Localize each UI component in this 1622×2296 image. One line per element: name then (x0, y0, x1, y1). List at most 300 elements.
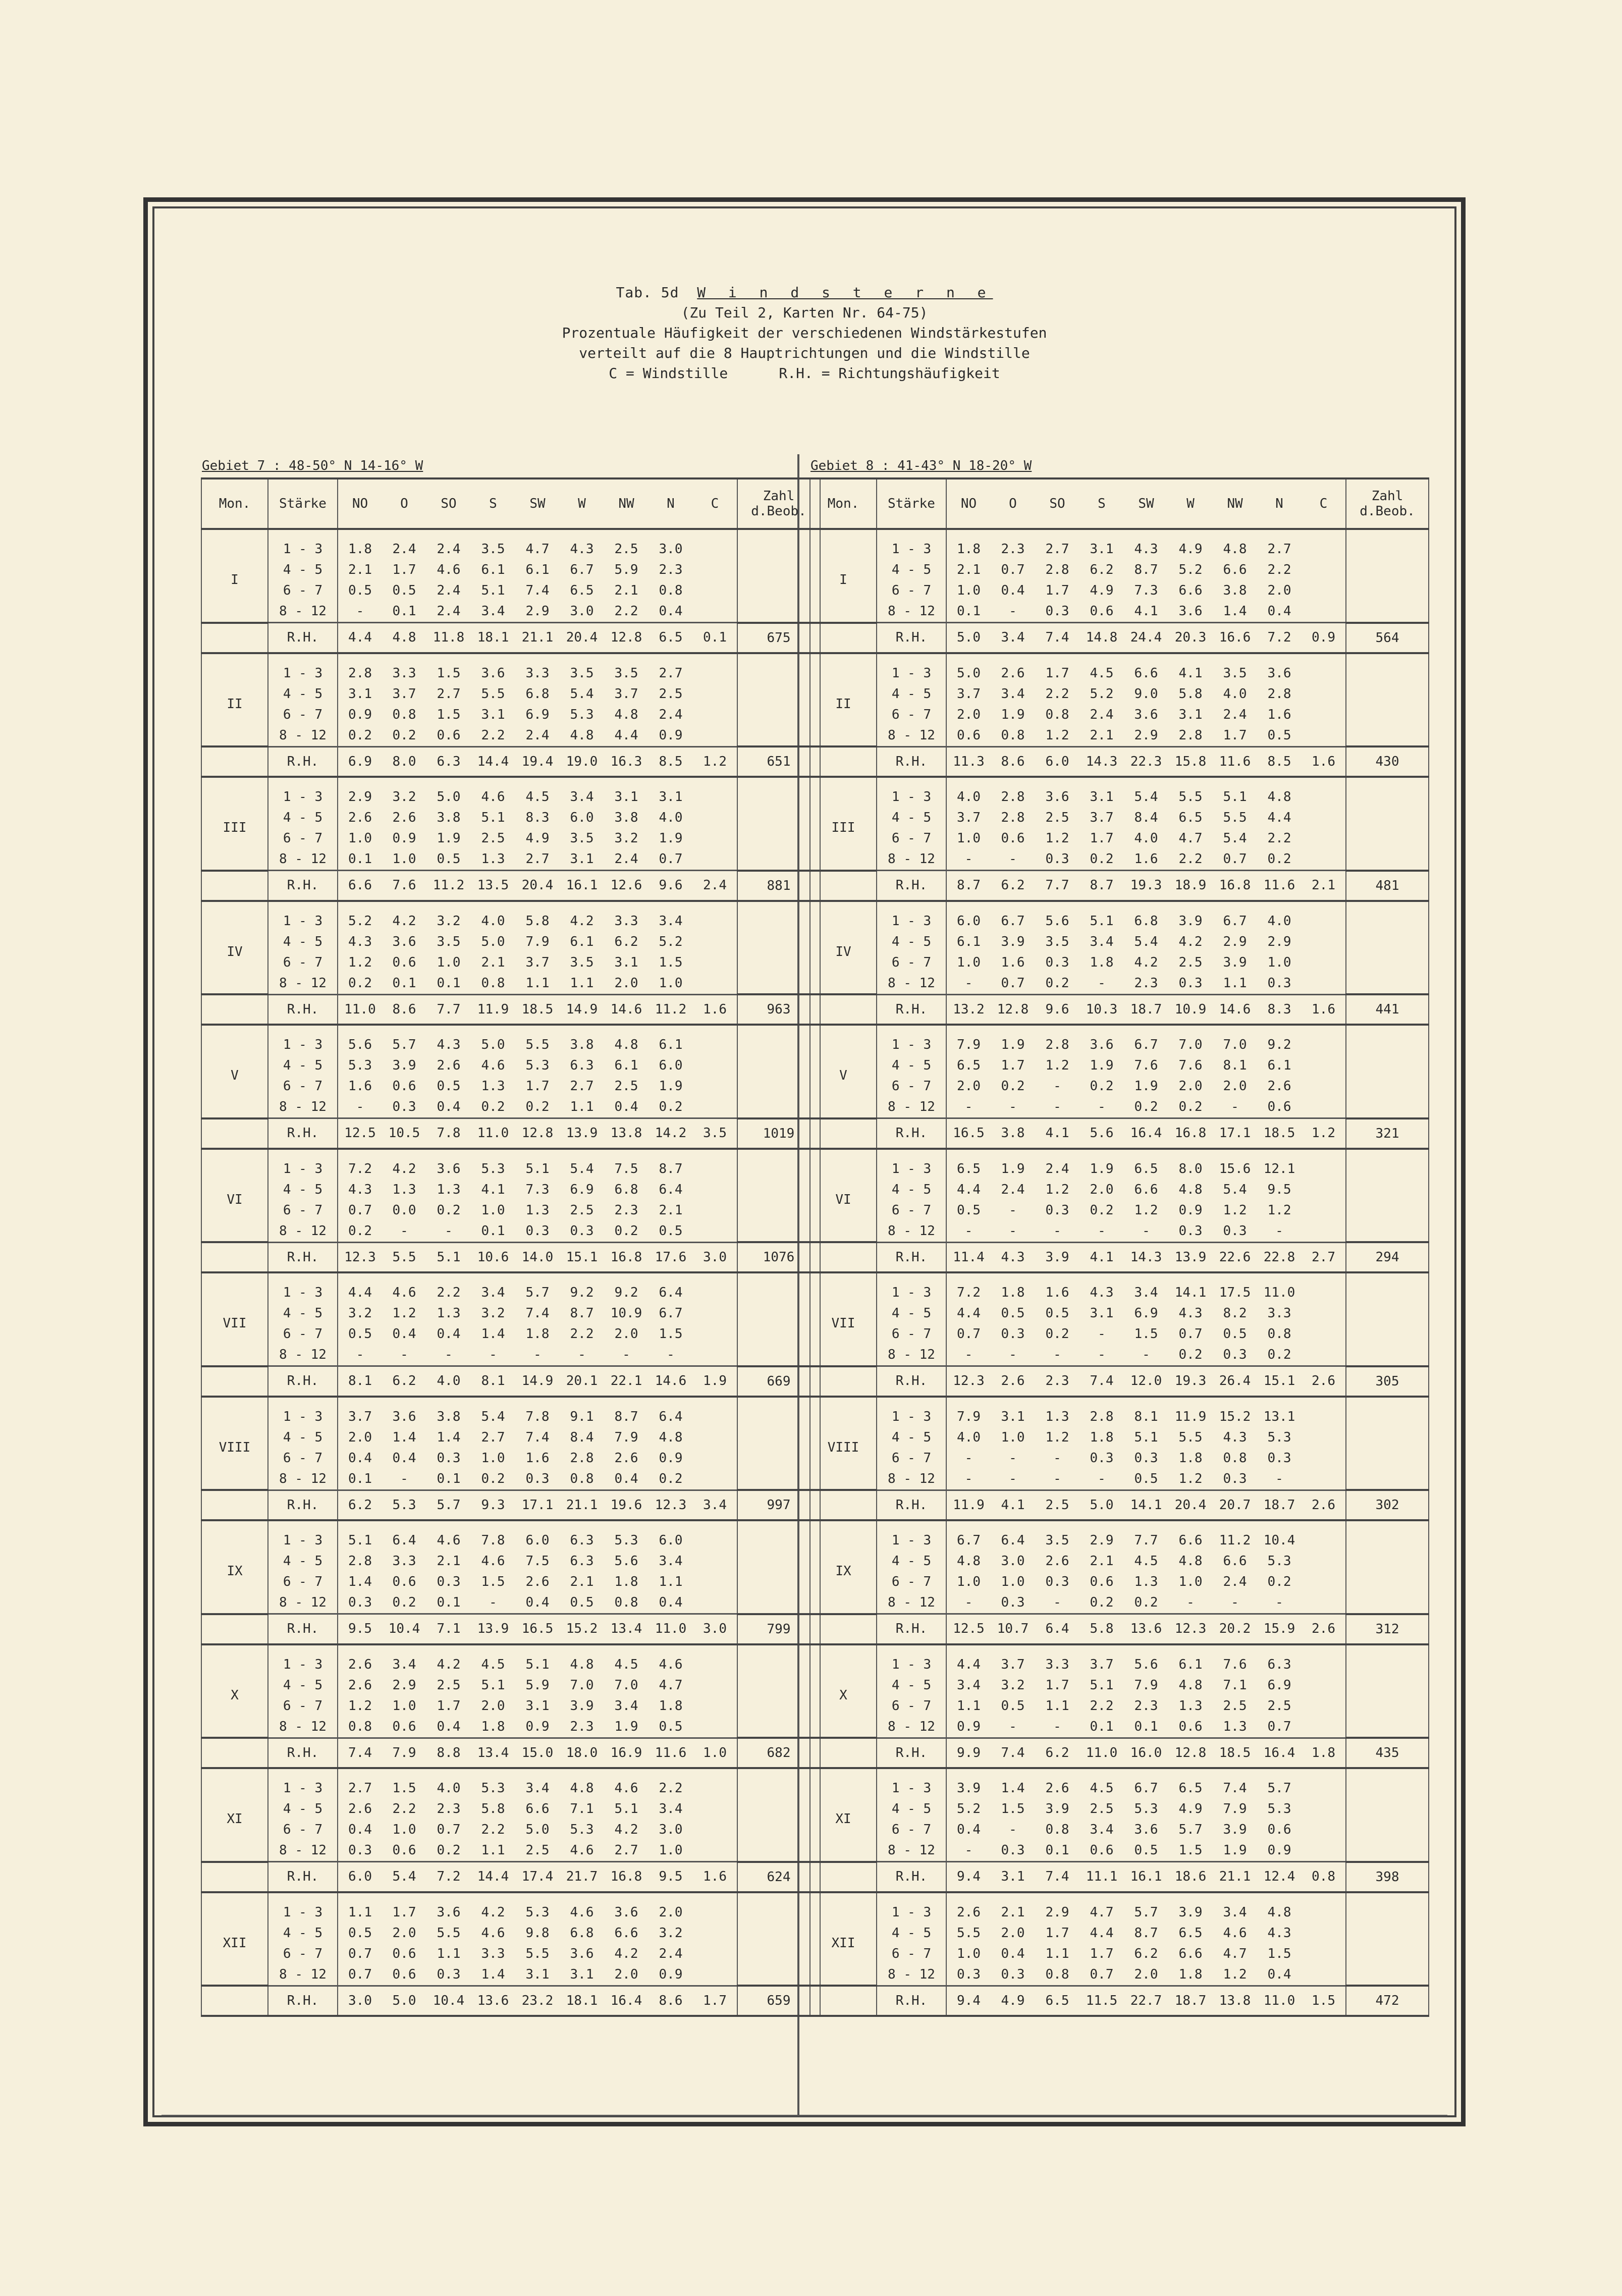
value-cell: 0.8 (1045, 1966, 1069, 1982)
value-cell: 0.4 (614, 1099, 638, 1114)
col-header-dir: NW (1213, 478, 1257, 529)
value-cell: 2.1 (338, 560, 382, 580)
value-cell: 0.6 (392, 1966, 416, 1982)
table-row (810, 705, 1429, 725)
value-cell: 0.2 (1090, 1079, 1114, 1094)
value-cell: 5.7 (1134, 1904, 1158, 1920)
value-cell: 0.4 (1267, 1966, 1291, 1982)
rh-value: 2.1 (1302, 871, 1346, 901)
table-row (201, 725, 820, 747)
staerke-cell: 4 - 5 (268, 1799, 338, 1820)
value-cell: 0.4 (437, 1099, 461, 1114)
zahl-spacer (1346, 901, 1429, 995)
rh-value: 6.0 (1035, 746, 1079, 777)
col-header-zahl (1346, 478, 1429, 529)
value-cell (693, 1799, 737, 1820)
value-cell: 4.9 (525, 831, 550, 846)
value-cell (1302, 1397, 1346, 1427)
staerke-cell: 4 - 5 (268, 1675, 338, 1696)
value-cell: 1.3 (525, 1202, 550, 1218)
value-cell: 2.9 (1267, 934, 1291, 949)
value-cell: 11.9 (1174, 1409, 1207, 1424)
staerke-cell: 4 - 5 (877, 932, 946, 952)
rh-value: 7.4 (338, 1738, 382, 1768)
value-cell: 0.5 (392, 583, 416, 598)
zahl-value: 481 (1346, 871, 1429, 901)
value-cell: 6.0 (525, 1533, 550, 1548)
value-cell: 3.3 (392, 1554, 416, 1569)
rh-row (201, 871, 820, 901)
value-cell: - (445, 1347, 453, 1362)
staerke-cell: 8 - 12 (877, 601, 946, 623)
staerke-cell: 1 - 3 (268, 901, 338, 932)
rh-value: 4.4 (338, 623, 382, 653)
table-row (201, 1964, 820, 1986)
zahl-value: 302 (1346, 1490, 1429, 1520)
value-cell (693, 1076, 737, 1097)
value-cell: 3.6 (481, 665, 505, 681)
value-cell: 3.9 (1223, 954, 1247, 970)
value-cell: 3.4 (481, 1285, 505, 1300)
zahl-value: 294 (1346, 1242, 1429, 1272)
rh-value: 11.6 (1257, 871, 1302, 901)
value-cell: 0.3 (338, 1592, 382, 1614)
staerke-cell: 8 - 12 (877, 849, 946, 871)
value-cell: 1.3 (392, 1182, 416, 1197)
value-cell: 5.2 (1178, 562, 1203, 577)
value-cell: 1.5 (437, 707, 461, 722)
table-row (810, 1324, 1429, 1345)
value-cell: 3.0 (1001, 1554, 1025, 1569)
value-cell: 2.7 (1045, 542, 1069, 557)
rh-value: 2.7 (1302, 1242, 1346, 1272)
value-cell: 2.0 (614, 1966, 638, 1982)
value-cell: 5.0 (481, 934, 505, 949)
staerke-cell: 6 - 7 (268, 1820, 338, 1840)
value-cell: 6.6 (614, 1925, 638, 1941)
value-cell: 2.2 (437, 1285, 461, 1300)
value-cell (1302, 1799, 1346, 1820)
value-cell: 4.6 (570, 1843, 594, 1858)
value-cell: 4.2 (392, 1161, 416, 1177)
value-cell (1302, 1551, 1346, 1572)
rh-value: 14.4 (471, 1862, 515, 1892)
value-cell: 5.5 (1178, 789, 1203, 805)
value-cell: 5.3 (570, 1822, 594, 1837)
staerke-cell: 1 - 3 (877, 529, 946, 560)
staerke-cell: 6 - 7 (877, 828, 946, 849)
rh-value: 6.2 (338, 1490, 382, 1520)
staerke-cell: 1 - 3 (268, 777, 338, 808)
value-cell: 1.0 (481, 1202, 505, 1218)
staerke-cell: 1 - 3 (877, 1644, 946, 1675)
rh-spacer (810, 1118, 877, 1149)
rh-value: 26.4 (1213, 1366, 1257, 1397)
staerke-cell: 8 - 12 (268, 849, 338, 871)
value-cell: 0.9 (1267, 1843, 1291, 1858)
value-cell: 3.8 (437, 1409, 461, 1424)
value-cell: 1.5 (659, 954, 683, 970)
rh-label: R.H. (268, 1614, 338, 1644)
value-cell: 2.6 (614, 1450, 638, 1466)
table-row (810, 849, 1429, 871)
value-cell: 4.3 (1223, 1429, 1247, 1445)
zahl-value: 398 (1346, 1862, 1429, 1892)
table-row (201, 1892, 820, 1923)
rh-value: 15.9 (1257, 1614, 1302, 1644)
rh-label: R.H. (877, 623, 946, 653)
value-cell: 13.1 (1263, 1409, 1295, 1424)
rh-value: 6.2 (382, 1366, 426, 1397)
value-cell: 5.3 (614, 1533, 638, 1548)
value-cell: - (1053, 1719, 1061, 1734)
value-cell: 1.7 (1045, 1925, 1069, 1941)
value-cell: 0.2 (1178, 1099, 1203, 1114)
table-heading (152, 283, 1456, 384)
value-cell: 5.3 (1267, 1429, 1291, 1445)
value-cell: 8.7 (614, 1409, 638, 1424)
value-cell: 4.5 (1134, 1554, 1158, 1569)
value-cell: 2.6 (338, 1675, 382, 1696)
value-cell (1302, 1221, 1346, 1243)
value-cell: - (1053, 1347, 1061, 1362)
value-cell (693, 1520, 737, 1551)
value-cell: 2.1 (1090, 1554, 1114, 1569)
value-cell: 2.1 (1090, 727, 1114, 743)
rh-value: 14.2 (648, 1118, 693, 1149)
value-cell: 0.2 (481, 1471, 505, 1486)
value-cell: - (946, 849, 991, 871)
value-cell: 0.5 (338, 1324, 382, 1345)
table-row (201, 1221, 820, 1243)
rh-row (201, 1738, 820, 1768)
value-cell: 9.5 (1267, 1182, 1291, 1197)
rh-label: R.H. (268, 994, 338, 1025)
value-cell: 3.3 (614, 913, 638, 929)
rh-value: 22.3 (1124, 746, 1168, 777)
value-cell: 0.8 (338, 1717, 382, 1738)
rh-value: 11.2 (648, 994, 693, 1025)
staerke-cell: 8 - 12 (877, 973, 946, 995)
value-cell: 9.0 (1134, 686, 1158, 702)
value-cell: 4.6 (437, 562, 461, 577)
table-row (201, 849, 820, 871)
value-cell: - (445, 1223, 453, 1239)
value-cell: 2.4 (437, 604, 461, 619)
value-cell: 0.2 (392, 1595, 416, 1610)
value-cell (693, 1944, 737, 1964)
rh-value: 8.1 (471, 1366, 515, 1397)
col-header-dir: C (1302, 478, 1346, 529)
rh-spacer (810, 994, 877, 1025)
value-cell: 1.8 (525, 1326, 550, 1342)
rh-spacer (201, 1738, 268, 1768)
value-cell: 0.3 (1045, 1202, 1069, 1218)
rh-value: 10.5 (382, 1118, 426, 1149)
staerke-cell: 6 - 7 (877, 1448, 946, 1469)
value-cell: 8.7 (570, 1306, 594, 1321)
value-cell: 6.8 (1134, 913, 1158, 929)
staerke-cell: 8 - 12 (877, 725, 946, 747)
rh-value: 1.0 (693, 1738, 737, 1768)
value-cell: 1.8 (1090, 954, 1114, 970)
staerke-cell: 6 - 7 (877, 580, 946, 601)
value-cell: 2.9 (392, 1677, 416, 1693)
rh-value: 20.7 (1213, 1490, 1257, 1520)
value-cell: - (1009, 1450, 1017, 1466)
value-cell: 3.0 (659, 1822, 683, 1837)
rh-value: 4.9 (991, 1986, 1035, 2016)
rh-value: 14.9 (560, 994, 604, 1025)
value-cell: 5.2 (1090, 686, 1114, 702)
value-cell: 8.1 (1134, 1409, 1158, 1424)
month-cell: X (810, 1644, 877, 1738)
value-cell: 0.6 (1090, 1843, 1114, 1858)
value-cell: 0.2 (338, 725, 382, 747)
value-cell: 3.4 (659, 1801, 683, 1817)
value-cell: - (1098, 975, 1106, 991)
rh-value: 14.6 (604, 994, 648, 1025)
value-cell: 3.4 (525, 1781, 550, 1796)
value-cell: 2.0 (481, 1698, 505, 1714)
value-cell: 10.9 (610, 1306, 642, 1321)
value-cell: 3.8 (1223, 583, 1247, 598)
col-header-dir: N (648, 478, 693, 529)
value-cell (1302, 901, 1346, 932)
rh-value: 16.9 (604, 1738, 648, 1768)
value-cell (693, 1923, 737, 1944)
table-row (810, 1303, 1429, 1324)
value-cell: 4.5 (1090, 1781, 1114, 1796)
rh-value: 12.6 (604, 871, 648, 901)
rh-label: R.H. (877, 871, 946, 901)
value-cell: 6.8 (570, 1925, 594, 1941)
rh-value: 4.8 (382, 623, 426, 653)
value-cell: 2.7 (614, 1843, 638, 1858)
value-cell: 0.6 (392, 1946, 416, 1961)
rh-spacer (201, 623, 268, 653)
value-cell (693, 1892, 737, 1923)
col-header-dir: SO (426, 478, 471, 529)
staerke-cell: 8 - 12 (268, 1717, 338, 1738)
heading-line-1: Prozentuale Häufigkeit der verschiedenen Windstärkestufen (562, 325, 1047, 341)
rh-value: 1.2 (1302, 1118, 1346, 1149)
value-cell: 4.8 (614, 1037, 638, 1052)
value-cell: 4.8 (946, 1551, 991, 1572)
staerke-cell: 6 - 7 (877, 1820, 946, 1840)
value-cell: 2.9 (1045, 1904, 1069, 1920)
value-cell: 6.7 (946, 1520, 991, 1551)
rh-value: 8.5 (1257, 746, 1302, 777)
value-cell: 2.6 (392, 810, 416, 825)
table-row (810, 1272, 1429, 1303)
value-cell (1302, 1427, 1346, 1448)
value-cell: 5.0 (525, 1822, 550, 1837)
value-cell: 1.7 (525, 1079, 550, 1094)
value-cell: 0.1 (338, 849, 382, 871)
value-cell: 0.2 (1001, 1079, 1025, 1094)
zahl-value: 321 (1346, 1118, 1429, 1149)
value-cell: 4.6 (437, 1533, 461, 1548)
table-row (201, 1675, 820, 1696)
value-cell: 5.1 (1090, 913, 1114, 929)
value-cell: 0.8 (1045, 1822, 1069, 1837)
rh-label: R.H. (268, 1862, 338, 1892)
value-cell: 6.0 (946, 901, 991, 932)
value-cell: 4.8 (614, 707, 638, 722)
rh-value: 13.2 (946, 994, 991, 1025)
value-cell: 9.8 (525, 1925, 550, 1941)
table-row (810, 1572, 1429, 1592)
table-row (201, 1820, 820, 1840)
value-cell: 6.7 (1134, 1781, 1158, 1796)
value-cell (1302, 1303, 1346, 1324)
value-cell: 0.8 (1001, 727, 1025, 743)
rh-value: 6.4 (1035, 1614, 1079, 1644)
value-cell: 0.7 (1001, 975, 1025, 991)
rh-row (810, 1862, 1429, 1892)
zahl-spacer (737, 1892, 820, 1986)
staerke-cell: 8 - 12 (877, 1345, 946, 1366)
rh-spacer (201, 1614, 268, 1644)
value-cell: 4.3 (437, 1037, 461, 1052)
value-cell (1302, 1820, 1346, 1840)
value-cell: 2.6 (338, 1644, 382, 1675)
value-cell: 8.0 (1178, 1161, 1203, 1177)
value-cell: 3.6 (392, 934, 416, 949)
rh-row (201, 1366, 820, 1397)
table-row (810, 1964, 1429, 1986)
value-cell: 1.3 (437, 1306, 461, 1321)
value-cell (1302, 1345, 1346, 1366)
value-cell: 0.4 (659, 604, 683, 619)
rh-value: 12.0 (1124, 1366, 1168, 1397)
value-cell (1302, 1448, 1346, 1469)
rh-value: 18.5 (1213, 1738, 1257, 1768)
value-cell: 0.3 (1134, 1450, 1158, 1466)
value-cell: 1.5 (1134, 1326, 1158, 1342)
value-cell: 7.0 (1223, 1037, 1247, 1052)
table-row (201, 1272, 820, 1303)
value-cell: 7.9 (1134, 1677, 1158, 1693)
value-cell (693, 1448, 737, 1469)
table-row (201, 1025, 820, 1055)
value-cell (693, 1644, 737, 1675)
rh-value: 2.5 (1035, 1490, 1079, 1520)
value-cell: 0.8 (659, 583, 683, 598)
rh-value: 12.3 (946, 1366, 991, 1397)
value-cell: 3.6 (1178, 604, 1203, 619)
zahl-spacer (1346, 653, 1429, 747)
value-cell: 0.6 (392, 1843, 416, 1858)
region-block-7 (201, 454, 821, 2017)
rh-value: 10.4 (426, 1986, 471, 2016)
value-cell: 3.7 (946, 808, 991, 828)
rh-label: R.H. (268, 1366, 338, 1397)
value-cell (693, 684, 737, 705)
table-row (201, 828, 820, 849)
value-cell: - (622, 1347, 630, 1362)
value-cell: 0.6 (437, 727, 461, 743)
value-cell: 4.8 (1223, 542, 1247, 557)
value-cell: 3.1 (1090, 542, 1114, 557)
value-cell: 7.5 (525, 1554, 550, 1569)
value-cell: 5.1 (338, 1520, 382, 1551)
value-cell: 1.1 (338, 1892, 382, 1923)
staerke-cell: 8 - 12 (268, 1964, 338, 1986)
rh-value: 21.7 (560, 1862, 604, 1892)
value-cell: 3.4 (481, 604, 505, 619)
staerke-cell: 4 - 5 (268, 560, 338, 580)
value-cell: 0.5 (1267, 727, 1291, 743)
staerke-cell: 1 - 3 (877, 653, 946, 684)
rh-row (810, 1986, 1429, 2016)
rh-value: 20.4 (560, 623, 604, 653)
rh-value: 11.5 (1079, 1986, 1124, 2016)
rh-value: 1.6 (693, 1862, 737, 1892)
value-cell: 2.5 (659, 686, 683, 702)
value-cell (693, 1025, 737, 1055)
value-cell: 3.7 (525, 954, 550, 970)
staerke-cell: 8 - 12 (268, 1840, 338, 1862)
value-cell (693, 1840, 737, 1862)
value-cell: 0.3 (1001, 1326, 1025, 1342)
staerke-cell: 4 - 5 (268, 932, 338, 952)
table-row (201, 580, 820, 601)
table-row (810, 560, 1429, 580)
zahl-value: 305 (1346, 1366, 1429, 1397)
value-cell: 5.5 (1223, 810, 1247, 825)
value-cell: 1.0 (946, 1944, 991, 1964)
staerke-cell: 1 - 3 (268, 529, 338, 560)
value-cell: 2.2 (614, 604, 638, 619)
value-cell: 1.7 (1090, 1946, 1114, 1961)
value-cell: 2.0 (1134, 1966, 1158, 1982)
value-cell: 4.3 (1267, 1925, 1291, 1941)
staerke-cell: 1 - 3 (877, 1272, 946, 1303)
rh-value: 3.0 (693, 1614, 737, 1644)
staerke-cell: 4 - 5 (268, 1551, 338, 1572)
value-cell: 3.4 (392, 1657, 416, 1672)
rh-value: 10.9 (1168, 994, 1213, 1025)
value-cell: 1.7 (1090, 831, 1114, 846)
value-cell (1302, 1149, 1346, 1180)
value-cell: 4.2 (481, 1904, 505, 1920)
value-cell: 0.7 (338, 1200, 382, 1221)
value-cell: 5.0 (437, 789, 461, 805)
value-cell: 5.4 (481, 1409, 505, 1424)
rh-value: 1.7 (693, 1986, 737, 2016)
value-cell (693, 901, 737, 932)
value-cell: - (946, 1592, 991, 1614)
value-cell: 3.7 (338, 1397, 382, 1427)
rh-label: R.H. (877, 1614, 946, 1644)
value-cell: 11.0 (1263, 1285, 1295, 1300)
value-cell: 6.1 (525, 562, 550, 577)
rh-value: 20.2 (1213, 1614, 1257, 1644)
value-cell: - (946, 1221, 991, 1243)
value-cell: 0.2 (338, 1221, 382, 1243)
rh-value: 12.3 (648, 1490, 693, 1520)
value-cell: 6.5 (1178, 1781, 1203, 1796)
rh-value: 11.8 (426, 623, 471, 653)
value-cell: 2.0 (946, 1076, 991, 1097)
rh-value: 13.6 (471, 1986, 515, 2016)
staerke-cell: 8 - 12 (877, 1964, 946, 1986)
rh-value: 12.5 (946, 1614, 991, 1644)
value-cell: 1.5 (437, 665, 461, 681)
value-cell (693, 1149, 737, 1180)
